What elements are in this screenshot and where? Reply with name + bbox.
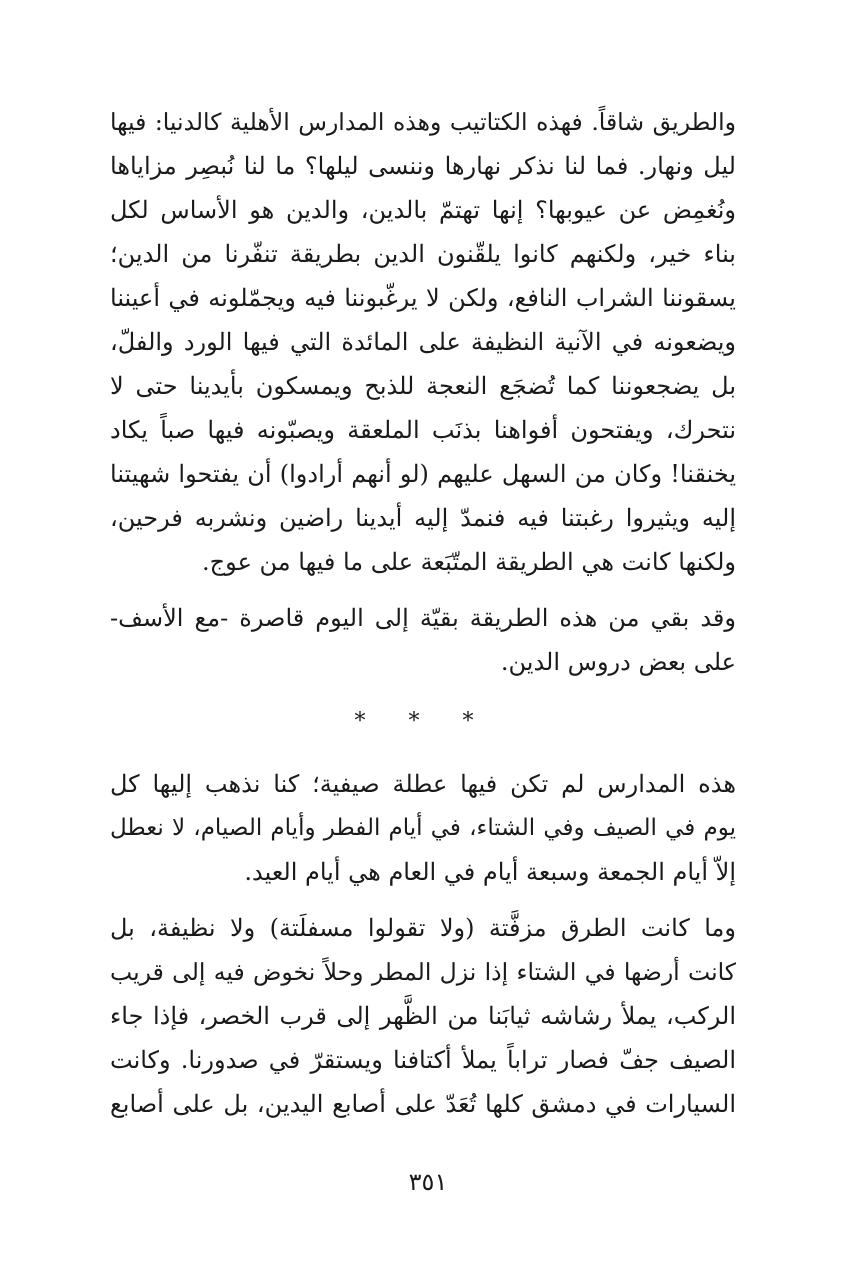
text-line: ويضعونه في الآنية النظيفة على المائدة التي فيها الورد والفلّ، — [110, 328, 736, 356]
paragraph-4 — [110, 906, 736, 1126]
text-line: ليل ونهار. فما لنا نذكر نهارها وننسى ليلها؟ ما لنا نُبصِر مزاياها — [110, 152, 736, 180]
text-line: على بعض دروس الدين. — [500, 648, 736, 676]
paragraph-1 — [110, 100, 736, 584]
text-line: والطريق شاقاً. فهذه الكتاتيب وهذه المدارس الأهلية كالدنيا: فيها — [110, 108, 736, 136]
text-line: إلاّ أيام الجمعة وسبعة أيام في العام هي أيام العيد. — [244, 858, 736, 886]
text-line: بناء خير، ولكنهم كانوا يلقّنون الدين بطريقة تنفّرنا من الدين؛ — [110, 240, 736, 268]
text-line: ونُغمِض عن عيوبها؟ إنها تهتمّ بالدين، والدين هو الأساس لكل — [110, 196, 736, 224]
paragraph-gap — [110, 584, 736, 596]
text-line: يوم في الصيف وفي الشتاء، في أيام الفطر وأيام الصيام، لا نعطل — [110, 815, 736, 841]
paragraph-gap — [110, 894, 736, 906]
paragraph-2 — [110, 596, 736, 684]
text-line: السيارات في دمشق كلها تُعَدّ على أصابع اليدين، بل على أصابع — [110, 1090, 736, 1118]
page-number: ٣٥١ — [408, 1168, 448, 1196]
text-line: وقد بقي من هذه الطريقة بقيّة إلى اليوم قاصرة -مع الأسف- — [110, 604, 736, 632]
text-line: بل يضجعوننا كما تُضجَع النعجة للذبح ويمسكون بأيدينا حتى لا — [110, 372, 736, 400]
text-line: نتحرك، ويفتحون أفواهنا بذنَب الملعقة ويصبّونه فيها صباً يكاد — [110, 416, 736, 444]
book-page — [110, 100, 736, 1126]
text-line: ولكنها كانت هي الطريقة المتّبَعة على ما فيها من عوج. — [202, 548, 736, 576]
text-line: يسقوننا الشراب النافع، ولكن لا يرغّبوننا فيه ويجمّلونه في أعيننا — [110, 284, 736, 312]
text-line: الركب، يملأ رشاشه ثيابَنا من الظَّهر إلى قرب الخصر، فإذا جاء — [110, 1002, 736, 1030]
section-separator: * * * — [354, 709, 492, 734]
paragraph-3 — [110, 762, 736, 894]
text-line: وما كانت الطرق مزفَّتة (ولا تقولوا مسفلَتة) ولا نظيفة، بل — [110, 914, 736, 942]
text-line: كانت أرضها في الشتاء إذا نزل المطر وحلاً نخوض فيه إلى قريب — [110, 958, 736, 986]
text-line: إليه ويثيروا رغبتنا فيه فنمدّ إليه أيدينا راضين ونشربه فرحين، — [110, 504, 736, 532]
text-line: هذه المدارس لم تكن فيها عطلة صيفية؛ كنا نذهب إليها كل — [110, 770, 736, 798]
text-line: الصيف جفّ فصار تراباً يملأ أكتافنا ويستقرّ في صدورنا. وكانت — [110, 1046, 736, 1074]
text-line: يخنقنا! وكان من السهل عليهم (لو أنهم أرادوا) أن يفتحوا شهيتنا — [110, 460, 736, 488]
